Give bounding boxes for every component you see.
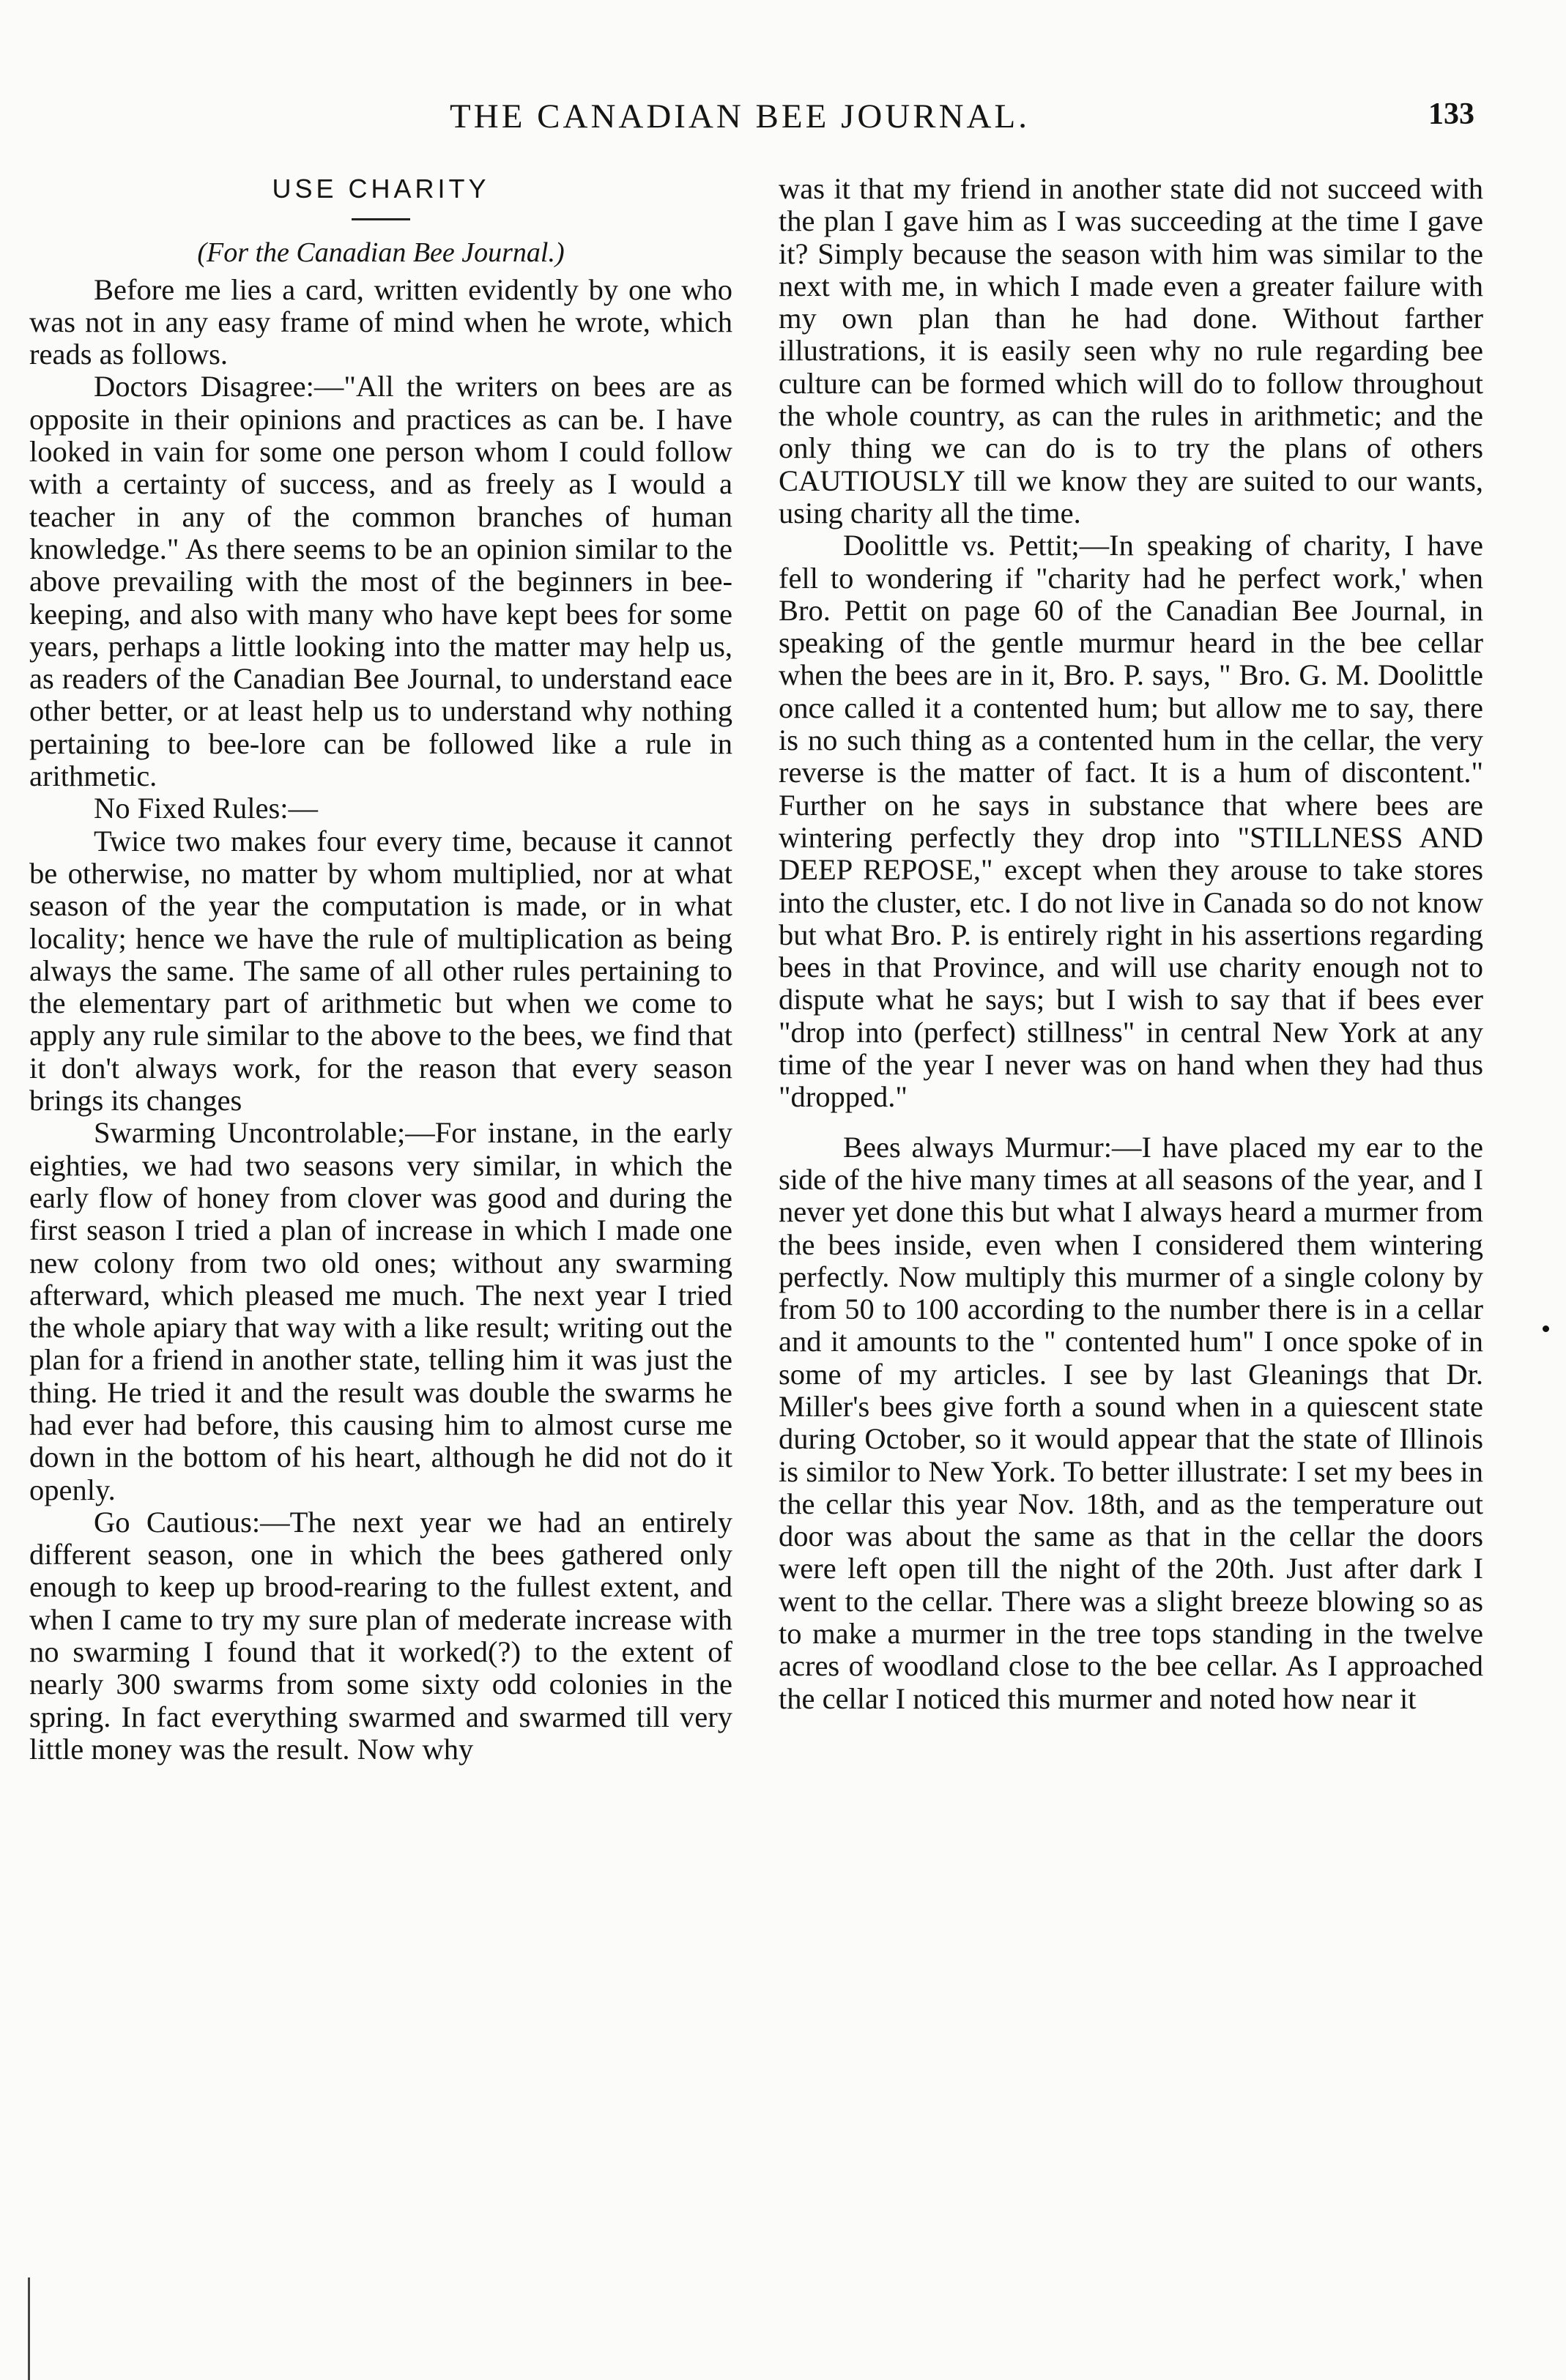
paragraph-continuation: was it that my friend in another state did not succeed with the plan I gave him as I was succeeding at the time I gave it? Simply because the season with him was similar to the next with me, in which I made even a greater failure with my own plan than he had done. Without farther illustrations, it is easily seen why no rule regarding bee culture can be formed which will do to follow throughout the whole country, as can the rules in arithmetic; and the only thing we can do is to try the plans of others CAUTIOUSLY till we know they are suited to our wants, using charity all the time. [779, 172, 1483, 529]
margin-rule [28, 2277, 30, 2380]
paragraph-swarming-uncontrolable: Swarming Uncontrolable;—For instane, in the early eighties, we had two seasons very similar, in which the early flow of honey from clover was good and during the first season I tried a plan of increase in which I made one new colony from two old ones; without any swarming afterward, which pleased me much. The next year I tried the whole apiary that way with a like result; writing out the plan for a friend in another state, telling him it was just the thing. He tried it and the result was double the swarms he had ever had before, this causing him to almost curse me down in the bottom of his heart, although he did not do it openly. [29, 1116, 732, 1506]
page-header [0, 97, 1566, 133]
paragraph-doolittle-vs-pettit: Doolittle vs. Pettit;—In speaking of charity, I have fell to wondering if "charity had he perfect work,' when Bro. Pettit on page 60 of the Canadian Bee Journal, in speaking of the gentle murmur heard in the bee cellar when the bees are in it, Bro. P. says, " Bro. G. M. Doolittle once called it a contented hum; but allow me to say, there is no such thing as a contented hum in the cellar, the very reverse is the matter of fact. It is a hum of discontent." Further on he says in substance that where bees are wintering perfectly they drop into "STILLNESS AND DEEP REPOSE," except when they arouse to take stores into the cluster, etc. I do not live in Canada so do not know but what Bro. P. is entirely right in his assertions regarding bees in that Province, and will use charity enough not to dispute what he says; but I wish to say that if bees ever "drop into (perfect) stillness" in central New York at any time of the year I never was on hand when they had thus "dropped." [779, 529, 1483, 1114]
paragraph-intro: Before me lies a card, written evidently by one who was not in any easy frame of mind when he wrote, which reads as follows. [29, 272, 732, 371]
article-byline: (For the Canadian Bee Journal.) [197, 237, 565, 269]
subheading-no-fixed-rules: No Fixed Rules:— [94, 792, 319, 825]
page-number: 133 [1428, 97, 1474, 131]
paragraph-go-cautious: Go Cautious:—The next year we had an entirely different season, one in which the bees gathered only enough to keep up brood-rearing to the fullest extent, and when I came to try my sure plan of mederate increase with no swarming I found that it worked(?) to the extent of nearly 300 swarms from some sixty odd colonies in the spring. In fact everything swarmed and swarmed till very little money was the result. Now why [29, 1505, 732, 1766]
paragraph-doctors-disagree: Doctors Disagree:—"All the writers on bees are as opposite in their opinions and practices as can be. I have looked in vain for some one person whom I could follow with a certainty of success, and as freely as I would a teacher in any of the common branches of human knowledge." As there seems to be an opinion similar to the above prevailing with the most of the beginners in bee-keeping, and also with many who have kept bees for some years, perhaps a little looking into the matter may help us, as readers of the Canadian Bee Journal, to understand eace other better, or at least help us to understand why nothing pertaining to bee-lore can be followed like a rule in arithmetic. [29, 370, 732, 793]
paragraph-bees-always-murmur: Bees always Murmur:—I have placed my ear to the side of the hive many times at all seasons of the year, and I never yet done this but what I always heard a murmer from the bees inside, even when I considered them wintering perfectly. Now multiply this murmer of a single colony by from 50 to 100 according to the number there is in a cellar and it amounts to the " contented hum" I once spoke of in some of my articles. I see by last Gleanings that Dr. Miller's bees give forth a sound when in a quiescent state during October, so it would appear that the state of Illinois is similor to New York. To better illustrate: I set my bees in the cellar this year Nov. 18th, and as the temperature out door was about the same as that in the cellar the doors were left open till the night of the 20th. Just after dark I went to the cellar. There was a slight breeze blowing so as to make a murmer in the tree tops standing in the twelve acres of woodland close to the bee cellar. As I approached the cellar I noticed this murmer and noted how near it [779, 1130, 1483, 1715]
left-column [29, 173, 732, 1766]
ink-speck [1543, 1325, 1549, 1332]
title-rule [352, 218, 410, 220]
article-title: USE CHARITY [272, 174, 490, 204]
right-column [779, 173, 1483, 1715]
paragraph-twice-two: Twice two makes four every time, because it cannot be otherwise, no matter by whom multiplied, nor at what season of the year the computation is made, or in what locality; hence we have the rule of multiplication as being always the same. The same of all other rules pertaining to the elementary part of arithmetic but when we come to apply any rule similar to the above to the bees, we find that it don't always work, for the reason that every season brings its changes [29, 824, 732, 1118]
running-title: THE CANADIAN BEE JOURNAL. [450, 97, 1030, 135]
